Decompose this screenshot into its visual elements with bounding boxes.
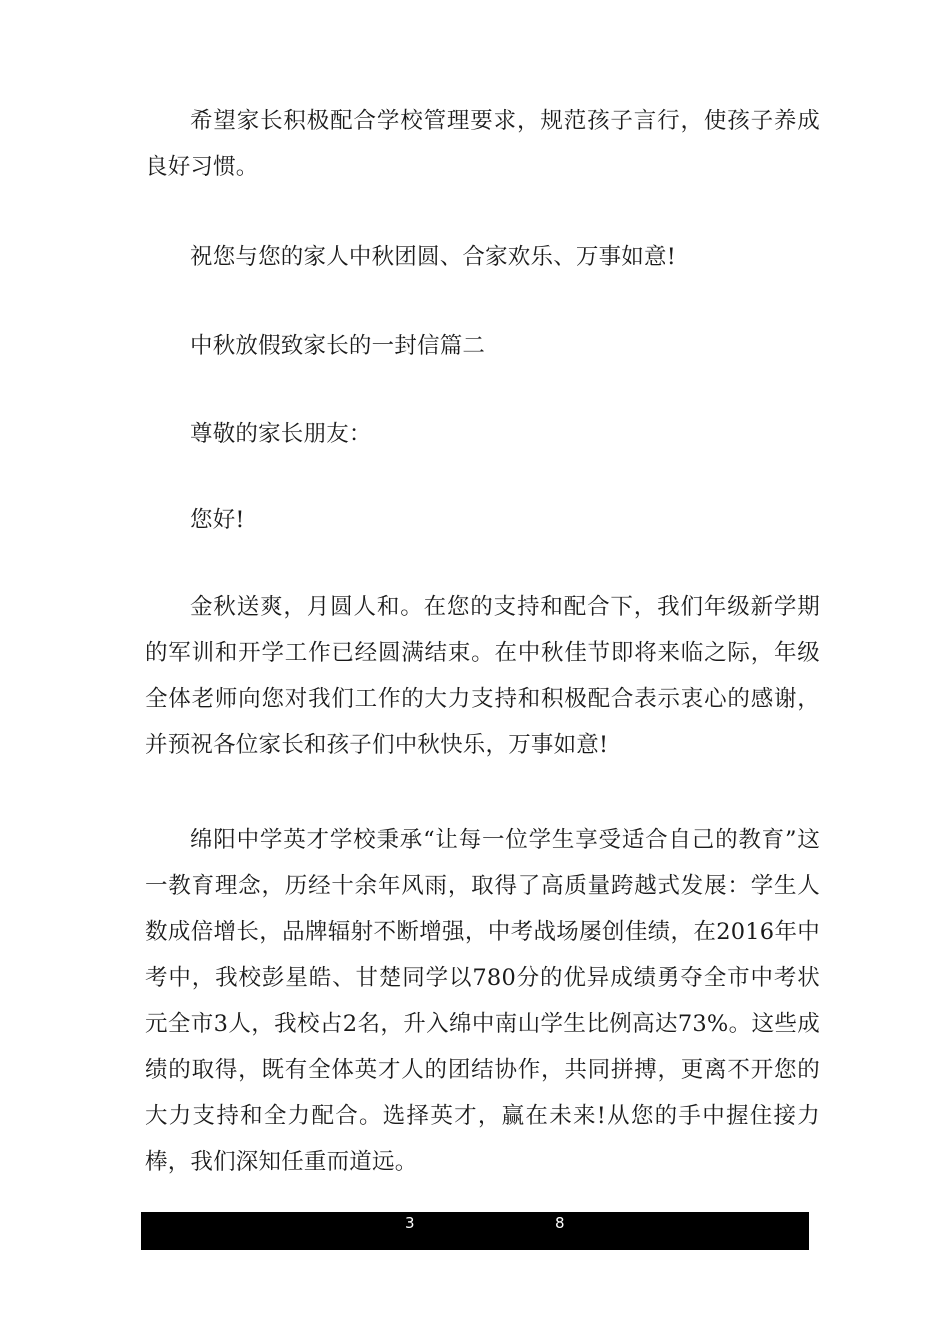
page-footer-bar [141, 1212, 809, 1250]
page-number-total: 8 [555, 1214, 565, 1232]
paragraph-school: 绵阳中学英才学校秉承“让每一位学生享受适合自己的教育”这一教育理念，历经十余年风雨，取得了高质量跨越式发展：学生人数成倍增长，品牌辐射不断增强，中考战场屡创佳绩，在2016年中考中，我校彭星皓、甘楚同学以780分的优异成绩勇夺全市中考状元全市3人，我校占2名，升入绵中南山学生比例高达73%。这些成绩的取得，既有全体英才人的团结协作，共同拼搏，更离不开您的大力支持和全力配合。选择英才，赢在未来!从您的手中握住接力棒，我们深知任重而道远。 [145, 827, 820, 1175]
paragraph-habits: 希望家长积极配合学校管理要求，规范孩子言行，使孩子养成良好习惯。 [145, 108, 820, 180]
greeting: 您好! [190, 507, 245, 533]
page-number-current: 3 [405, 1214, 415, 1232]
paragraph-wishes: 祝您与您的家人中秋团圆、合家欢乐、万事如意! [190, 244, 676, 270]
paragraph-autumn: 金秋送爽，月圆人和。在您的支持和配合下，我们年级新学期的军训和开学工作已经圆满结束。在中秋佳节即将来临之际，年级全体老师向您对我们工作的大力支持和积极配合表示衷心的感谢，并预祝各位家长和孩子们中秋快乐，万事如意! [145, 594, 820, 758]
section-title: 中秋放假致家长的一封信篇二 [190, 333, 486, 359]
salutation: 尊敬的家长朋友： [190, 421, 372, 447]
